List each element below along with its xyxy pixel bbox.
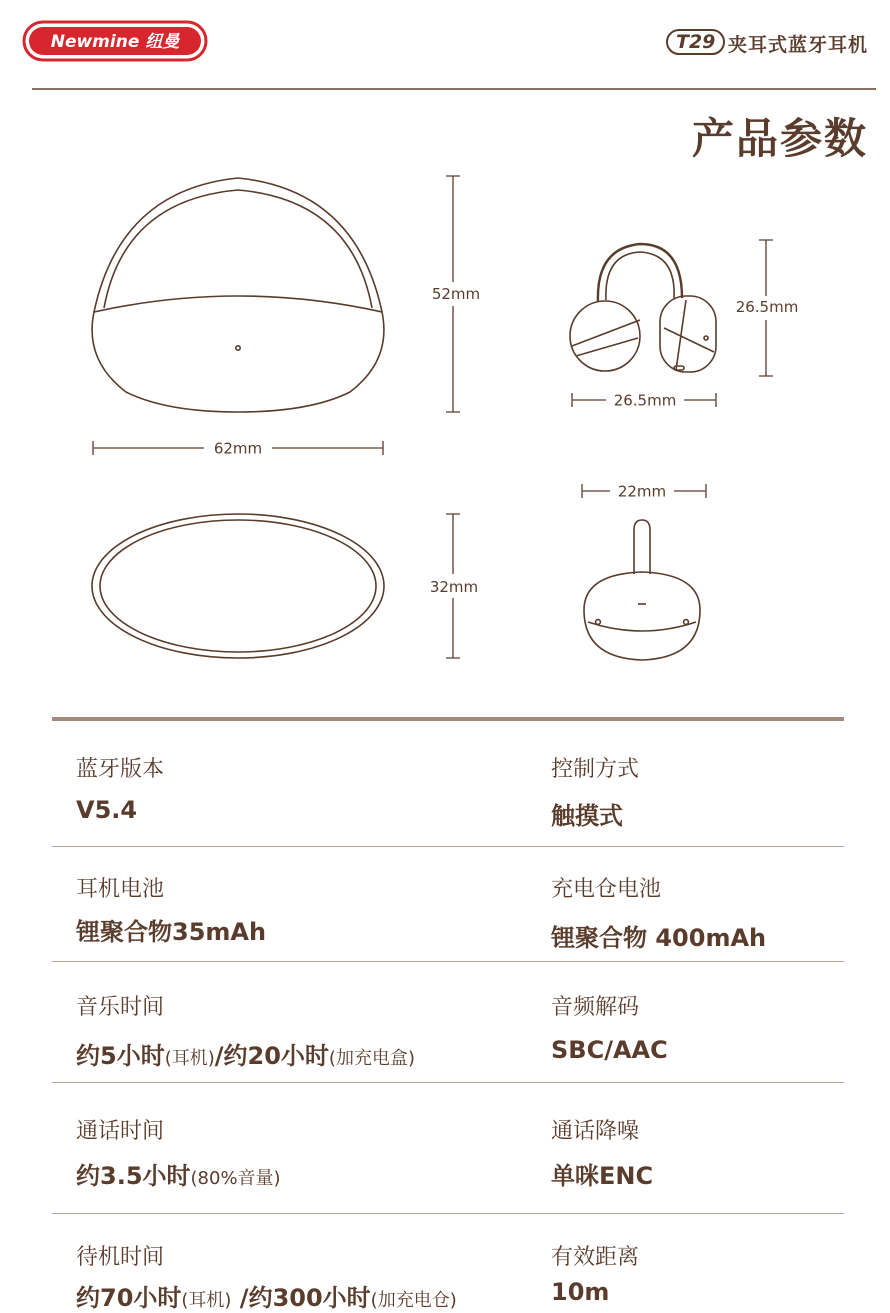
header-divider — [32, 88, 876, 90]
spec-label-effective-range: 有效距离 — [551, 1245, 640, 1270]
model-name: 夹耳式蓝牙耳机 — [728, 34, 869, 56]
spec-label-earbud-battery: 耳机电池 — [76, 877, 165, 902]
row-divider — [52, 1082, 844, 1083]
page-title: 产品参数 — [691, 114, 868, 163]
spec-value-music-time: 约5小时(耳机)/约20小时(加充电盒) — [76, 1042, 415, 1070]
case-top-view — [92, 514, 384, 658]
spec-value-control-method: 触摸式 — [551, 802, 623, 830]
spec-value-bluetooth-version: V5.4 — [76, 796, 138, 824]
earbud-width-label: 26.5mm — [613, 391, 677, 410]
spec-value-earbud-battery: 锂聚合物35mAh — [76, 918, 267, 946]
earbud-side-width-label: 22mm — [617, 482, 667, 501]
spec-value-effective-range: 10m — [551, 1278, 610, 1306]
spec-label-case-battery: 充电仓电池 — [551, 877, 662, 902]
case-front-view — [92, 178, 384, 412]
svg-text:Newmine 纽曼: Newmine 纽曼 — [50, 32, 180, 52]
dimension-drawings — [0, 160, 890, 700]
spec-label-standby-time: 待机时间 — [76, 1245, 165, 1270]
model-code-badge: T29 — [666, 29, 725, 55]
case-height-label: 52mm — [431, 285, 481, 303]
spec-label-audio-codec: 音频解码 — [551, 995, 640, 1020]
spec-label-music-time: 音乐时间 — [76, 995, 165, 1020]
brand-logo — [22, 20, 208, 62]
spec-label-call-time: 通话时间 — [76, 1119, 165, 1144]
spec-value-standby-time: 约70小时(耳机) /约300小时(加充电仓) — [76, 1284, 457, 1312]
spec-value-call-noise-reduction: 单咪ENC — [551, 1162, 654, 1190]
case-width-label: 62mm — [213, 439, 263, 458]
earbud-front-view — [570, 244, 716, 372]
row-divider — [52, 1213, 844, 1214]
spec-value-case-battery: 锂聚合物 400mAh — [551, 924, 767, 952]
spec-table-top-rule — [52, 717, 844, 721]
spec-value-call-time: 约3.5小时(80%音量) — [76, 1162, 281, 1190]
row-divider — [52, 961, 844, 962]
spec-label-control-method: 控制方式 — [551, 757, 640, 782]
case-depth-label: 32mm — [429, 578, 479, 596]
earbud-height-label: 26.5mm — [735, 298, 799, 316]
spec-label-call-noise-reduction: 通话降噪 — [551, 1119, 640, 1144]
spec-label-bluetooth-version: 蓝牙版本 — [76, 757, 165, 782]
earbud-side-view — [584, 520, 700, 660]
row-divider — [52, 846, 844, 847]
spec-value-audio-codec: SBC/AAC — [551, 1036, 668, 1064]
